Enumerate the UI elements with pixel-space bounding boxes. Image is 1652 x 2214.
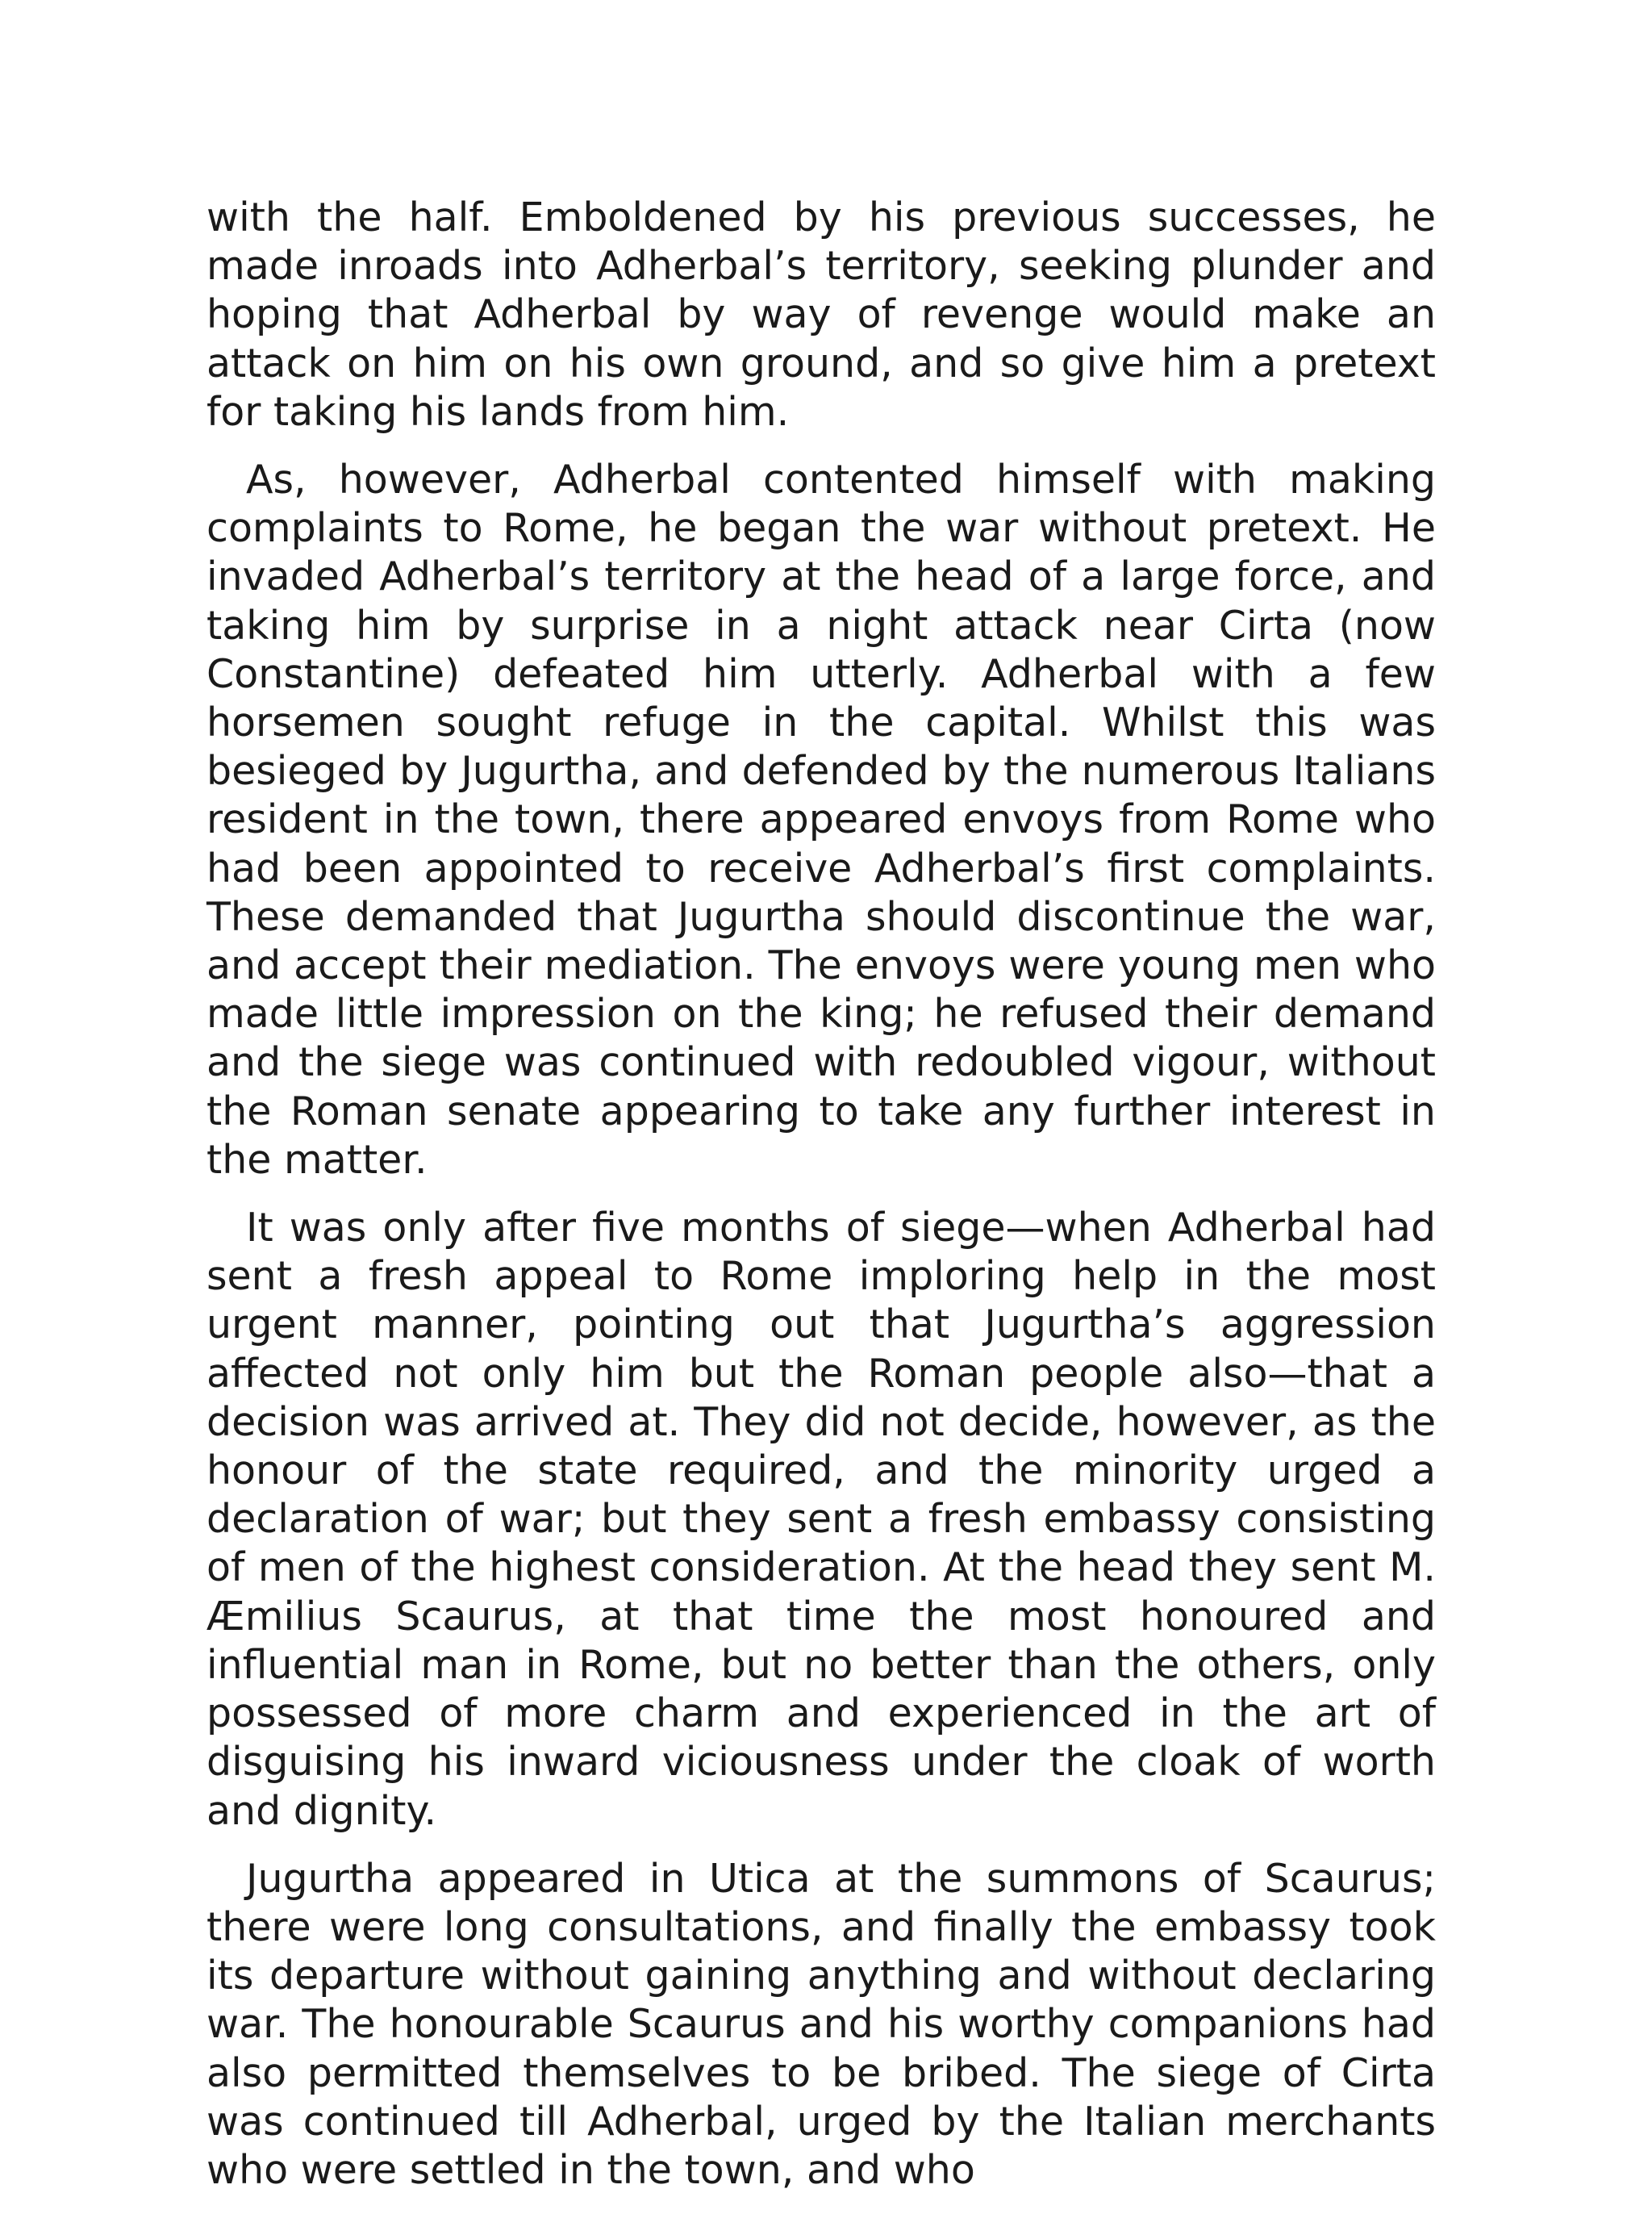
paragraph-4: Jugurtha appeared in Utica at the summons of Scaurus; there were long consultations, and finally the embassy took its departure without gaining anything and without declaring war. The honourable Scaurus and his worthy companions had also permitted themselves to be bribed. The siege of Cirta was continued till Adherbal, urged by the Italian merchants who were settled in the town, and who — [206, 1855, 1436, 2193]
paragraph-3: It was only after five months of siege—when Adherbal had sent a fresh appeal to Rome imploring help in the most urgent manner, pointing out that Jugurtha’s aggression affected not only him but the Roman people also—that a decision was arrived at. They did not decide, however, as the honour of the state required, and the minority urged a declaration of war; but they sent a fresh embassy consisting of men of the highest consideration. At the head they sent M. Æmilius Scaurus, at that time the most honoured and influential man in Rome, but no better than the others, only possessed of more charm and experienced in the art of disguising his inward viciousness under the cloak of worth and dignity. — [206, 1205, 1436, 1834]
paragraph-1: with the half. Emboldened by his previous successes, he made inroads into Adherbal’s territory, seeking plunder and hoping that Adherbal by way of revenge would make an attack on him on his own ground, and so give him a pretext for taking his lands from him. — [206, 194, 1436, 435]
page-body — [206, 194, 1436, 2214]
paragraph-2: As, however, Adherbal contented himself with making complaints to Rome, he began the war without pretext. He invaded Adherbal’s territory at the head of a large force, and taking him by surprise in a night attack near Cirta (now Constantine) defeated him utterly. Adherbal with a few horsemen sought refuge in the capital. Whilst this was besieged by Jugurtha, and defended by the numerous Italians resident in the town, there appeared envoys from Rome who had been appointed to receive Adherbal’s first complaints. These demanded that Jugurtha should discontinue the war, and accept their mediation. The envoys were young men who made little impression on the king; he refused their demand and the siege was continued with redoubled vigour, without the Roman senate appearing to take any further interest in the matter. — [206, 457, 1436, 1183]
